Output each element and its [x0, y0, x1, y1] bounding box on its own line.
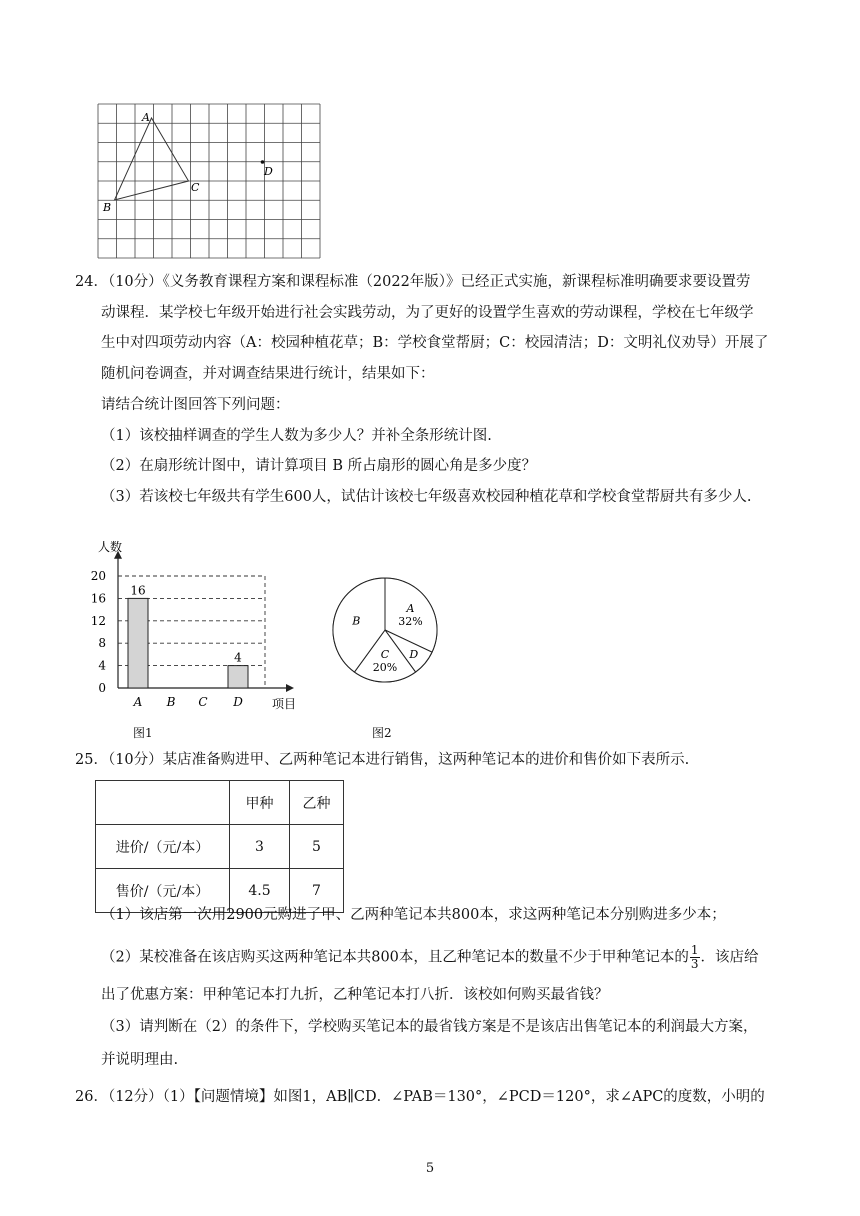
table-header-row	[96, 781, 344, 825]
fraction-numerator: 1	[690, 943, 699, 957]
table-cell: 4.5	[230, 869, 290, 913]
q25-sub2-text: （2）某校准备在该店购买这两种笔记本共800本，且乙种笔记本的数量不少于甲种笔记本的	[101, 949, 689, 966]
table-row	[96, 825, 344, 869]
y-tick-label: 0	[98, 681, 106, 695]
q25-score: （10分）	[107, 752, 163, 768]
table-header-jia: 甲种	[230, 781, 290, 825]
bar-D	[228, 666, 248, 688]
q26-line-1	[75, 1087, 765, 1107]
y-axis-label: 人数	[98, 539, 123, 554]
q24-text-1: 《义务教育课程方案和课程标准（2022年版）》已经正式实施，新课程标准明确要求要设置劳	[162, 274, 751, 290]
q25-line-1	[75, 750, 689, 770]
q24-prompt: 请结合统计图回答下列问题：	[101, 397, 290, 413]
fraction-denominator: 3	[690, 957, 699, 971]
x-tick-label: C	[198, 695, 208, 709]
q24-number: 24．	[75, 274, 108, 290]
q24-line-1	[75, 272, 751, 292]
q24-sub2: （2）在扇形统计图中，请计算项目 B 所占扇形的圆心角是多少度？	[101, 458, 537, 474]
table-cell: 5	[290, 825, 344, 869]
bar-chart	[80, 530, 310, 720]
label-a: A	[142, 111, 150, 124]
x-axis-arrow	[286, 684, 294, 692]
q24-line-3: 生中对四项劳动内容（A：校园种植花草；B：学校食堂帮厨；C：校园清洁；D：文明礼仪劝导）开展了	[101, 335, 769, 351]
q25-sub3-line-2: 并说明理由.	[101, 1052, 179, 1068]
pie-slice-label: C	[380, 648, 390, 662]
table-header-yi: 乙种	[290, 781, 344, 825]
q24-sub3: （3）若该校七年级共有学生600人，试估计该校七年级喜欢校园种植花草和学校食堂帮厨共有多少人.	[101, 489, 752, 505]
bar-value-label: 4	[234, 650, 242, 665]
q25-sub2-line-2: 出了优惠方案：甲种笔记本打九折，乙种笔记本打八折．该校如何购买最省钱？	[101, 987, 609, 1003]
q24-line-4: 随机问卷调查，并对调查结果进行统计，结果如下：	[101, 366, 435, 382]
bar-value-label: 16	[130, 583, 146, 598]
q26-text: （1）【问题情境】如图1，AB∥CD．∠PAB＝130°，∠PCD＝120°，求∠APC的度数，小明的	[162, 1089, 765, 1105]
grid-figure	[96, 104, 326, 260]
price-table	[95, 780, 344, 913]
point-d	[261, 160, 265, 164]
q24-sub1: （1）该校抽样调查的学生人数为多少人？并补全条形统计图.	[101, 428, 492, 444]
bar-A	[128, 598, 148, 688]
pie-chart	[330, 568, 440, 692]
pie-slice-label: B	[352, 614, 361, 628]
x-tick-label: B	[166, 695, 176, 709]
label-b: B	[103, 201, 112, 214]
q26-score: （12分）	[107, 1089, 163, 1105]
x-tick-label: A	[133, 695, 143, 709]
x-tick-label: D	[233, 695, 243, 709]
fraction-one-third	[690, 944, 700, 971]
q25-sub2-tail: ．该店给	[700, 949, 759, 966]
table-cell: 7	[290, 869, 344, 913]
y-tick-label: 12	[90, 613, 106, 628]
table-cell: 进价/（元/本）	[96, 825, 230, 869]
q25-sub3-line-1: （3）请判断在（2）的条件下，学校购买笔记本的最省钱方案是不是该店出售笔记本的利润最大方案，	[101, 1019, 758, 1035]
label-d: D	[264, 165, 273, 178]
y-tick-label: 4	[98, 658, 106, 673]
q25-sub1: （1）该店第一次用2900元购进了甲、乙两种笔记本共800本，求这两种笔记本分别购进多少本；	[101, 907, 726, 923]
q25-intro: 某店准备购进甲、乙两种笔记本进行销售，这两种笔记本的进价和售价如下表所示.	[162, 752, 690, 768]
q24-score: （10分）	[107, 274, 163, 290]
pie-percent-label: 20%	[372, 661, 398, 675]
pie-chart-caption: 图2	[372, 726, 392, 740]
pie-percent-label: 32%	[398, 614, 423, 628]
pie-slice-label: A	[406, 601, 415, 615]
q24-line-2: 动课程．某学校七年级开始进行社会实践劳动，为了更好的设置学生喜欢的劳动课程，学校在七年级学	[101, 305, 754, 321]
triangle-abc	[115, 118, 189, 200]
x-axis-label: 项目	[272, 697, 297, 711]
y-tick-label: 8	[98, 636, 106, 651]
y-tick-label: 16	[90, 591, 106, 606]
table-cell: 售价/（元/本）	[96, 869, 230, 913]
pie-slice-label: D	[409, 647, 419, 661]
table-cell	[96, 781, 230, 825]
page-number: 5	[425, 1161, 435, 1176]
bar-chart-caption: 图1	[133, 726, 153, 740]
q26-number: 26．	[75, 1089, 108, 1105]
label-c: C	[191, 181, 200, 194]
q25-number: 25．	[75, 752, 108, 768]
table-cell: 3	[230, 825, 290, 869]
q25-sub2-line-1	[101, 944, 759, 971]
y-tick-label: 20	[90, 569, 106, 583]
